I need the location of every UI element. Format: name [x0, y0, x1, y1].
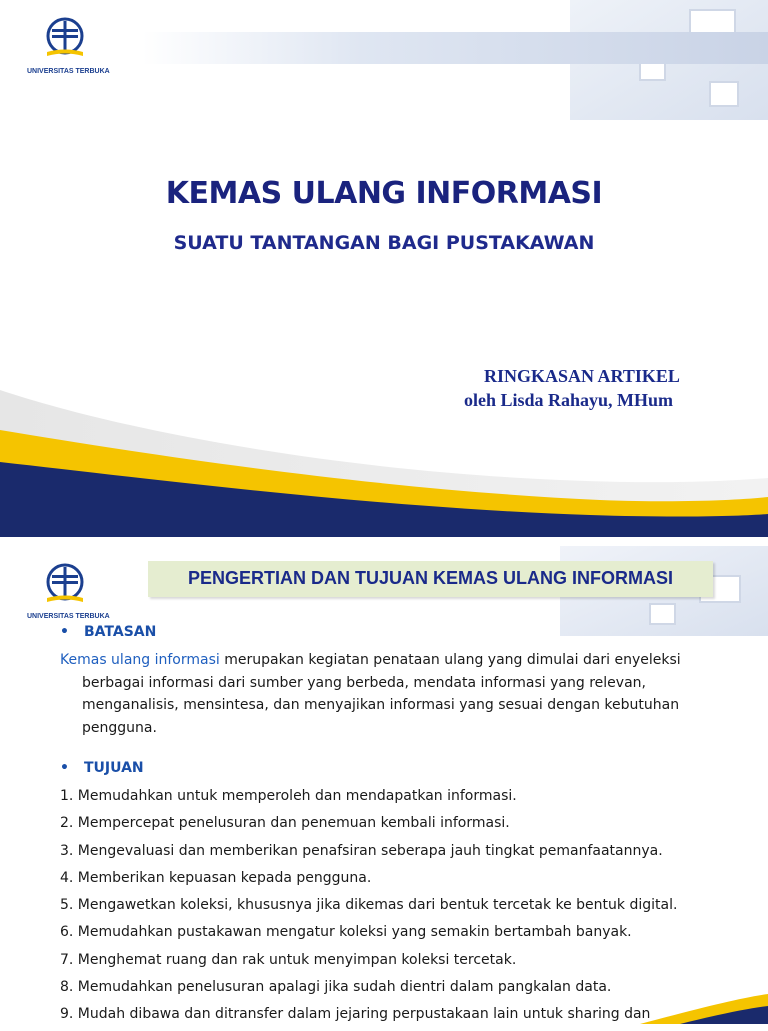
- section-title: PENGERTIAN DAN TUJUAN KEMAS ULANG INFORMASI: [187, 568, 673, 588]
- list-item: 1. Memudahkan untuk memperoleh dan mendapatkan informasi.: [60, 788, 517, 804]
- university-logo-icon: [20, 14, 110, 66]
- batasan-heading: [60, 624, 156, 640]
- section-title-box: [148, 561, 713, 597]
- list-item: 3. Mengevaluasi dan memberikan penafsiran seberapa jauh tingkat pemanfaatannya.: [60, 842, 663, 859]
- bullet: •: [60, 624, 69, 640]
- university-logo-icon: [20, 560, 110, 612]
- slide-title: KEMAS ULANG INFORMASI: [165, 176, 603, 211]
- definition-paragraph: [60, 649, 720, 739]
- logo-label: UNIVERSITAS TERBUKA: [27, 68, 110, 75]
- batasan-label: BATASAN: [84, 624, 157, 640]
- list-item: 9. Mudah dibawa dan ditransfer dalam jejaring perpustakaan lain untuk sharing dan: [60, 1006, 651, 1023]
- list-item: 7. Menghemat ruang dan rak untuk menyimpan koleksi tercetak.: [60, 951, 517, 968]
- definition-term: Kemas ulang informasi: [60, 652, 220, 668]
- author-name: oleh Lisda Rahayu, MHum: [464, 390, 674, 410]
- definition-line-3: menganalisis, mensintesa, dan menyajikan informasi yang sesuai dengan kebutuhan: [82, 697, 680, 713]
- bullet: •: [60, 760, 69, 776]
- header-bar: [142, 32, 768, 64]
- list-item: 5. Mengawetkan koleksi, khususnya jika dikemas dari bentuk tercetak ke bentuk digital.: [60, 897, 678, 914]
- definition-line-2: berbagai informasi dari sumber yang berbeda, mendata informasi yang relevan,: [82, 674, 646, 691]
- slide-subtitle: SUATU TANTANGAN BAGI PUSTAKAWAN: [173, 232, 595, 254]
- goals-list: [60, 785, 677, 1031]
- tujuan-heading: [60, 760, 144, 776]
- author-heading: RINGKASAN ARTIKEL: [484, 366, 680, 386]
- definition-line-4: pengguna.: [82, 719, 157, 736]
- definition-line-1: merupakan kegiatan penataan ulang yang dimulai dari enyeleksi: [219, 652, 681, 668]
- list-item: 2. Mempercepat penelusuran dan penemuan kembali informasi.: [60, 815, 510, 832]
- deco-square: [650, 604, 675, 624]
- slide-separator: [0, 537, 768, 546]
- list-item: 4. Memberikan kepuasan kepada pengguna.: [60, 869, 372, 886]
- logo-label: UNIVERSITAS TERBUKA: [27, 613, 110, 620]
- list-item: 6. Memudahkan pustakawan mengatur koleksi yang semakin bertambah banyak.: [60, 924, 632, 941]
- deco-square: [710, 82, 738, 106]
- tujuan-label: TUJUAN: [84, 760, 144, 776]
- list-item: 8. Memudahkan penelusuran apalagi jika sudah dientri dalam pangkalan data.: [60, 979, 612, 996]
